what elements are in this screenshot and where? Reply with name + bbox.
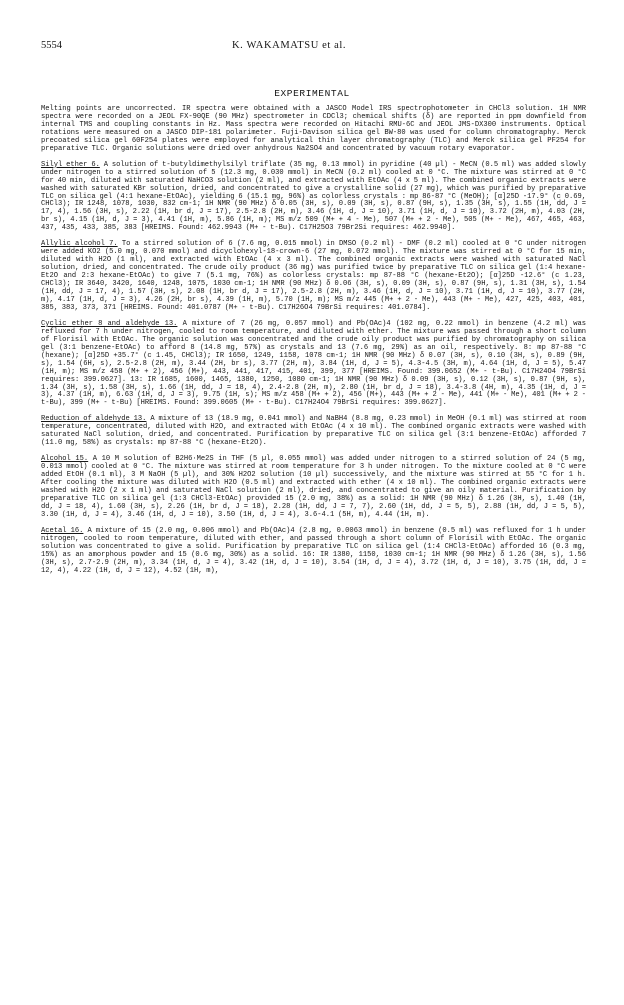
paragraph-silyl-ether [41, 162, 586, 234]
paragraph-text: A mixture of 7 (26 mg, 0.057 mmol) and Pb(OAc)4 (102 mg, 0.22 mmol) in benzene (4.2 ml) was refluxed for 7 h under nitrogen, cooled to room temperature, and diluted with ether. The mixture was passed through a short column of Florisil with EtOAc. The organic solution was concentrated and the crude oily product was purified by chromatography on silica gel (3:1 benzene-EtOAc) to afford 8 (14.8 mg, 57%) as crystals and 13 (7.6 mg, 29%) as an oil, respectively. 8: mp 87-88 °C (hexane); [α]25D +35.7° (c 1.45, CHCl3); IR 1650, 1249, 1158, 1078 cm-1; 1H NMR (90 MHz) δ 0.07 (3H, s), 0.10 (3H, s), 0.89 (9H, s), 1.54 (6H, s), 2.5-2.8 (2H, m), 3.44 (2H, br s), 3.77 (2H, m), 3.84 (1H, d, J = 5), 4.3-4.5 (3H, m), 4.64 (1H, d, J = 5), 5.47 (1H, m); MS m/z 458 (M+ + 2), 456 (M+), 443, 441, 417, 415, 401, 399, 377 [HREIMS. Found: 399.0652 (M+ - t-Bu). C17H24O4 79BrSi requires: 399.0627]. 13: IR 1685, 1600, 1465, 1380, 1250, 1080 cm-1; 1H NMR (90 MHz) δ 0.09 (3H, s), 0.12 (3H, s), 0.87 (9H, s), 1.34 (3H, s), 1.58 (3H, s), 1.66 (1H, dd, J = 18, 4), 2.4-2.8 (2H, m), 2.80 (1H, br d, J = 18), 3.4-3.8 (4H, m), 4.35 (1H, d, J = 3), 4.37 (1H, m), 6.63 (1H, d, J = 3), 9.75 (1H, s); MS m/z 458 (M+ + 2), 456 (M+), 443 (M+ + 2 - Me), 441 (M+ - Me), 401 (M+ + 2 - t-Bu), 399 (M+ - t-Bu) [HREIMS. Found: 399.0605 (M+ - t-Bu). C17H24O4 79BrSi requires: 399.0627]. [41, 319, 586, 408]
paragraph-heading: Allylic alcohol 7. [41, 240, 118, 249]
paragraph-cyclic-ether [41, 321, 586, 408]
paragraph-text: A 10 M solution of B2H6·Me2S in THF (5 µl, 0.055 mmol) was added under nitrogen to a stirred solution of 24 (5 mg, 0.013 mmol) cooled at 0 °C. The mixture was stirred at room temperature for 3 h under nitrogen. To the mixture cooled at 0 °C were added EtOH (0.1 ml), 3 M NaOH (5 µl), and 30% H2O2 solution (10 µl) successively, and the mixture was stirred at 55 °C for 1 h. After cooling the mixture was diluted with H2O (0.5 ml) and extracted with ether (4 x 10 ml). The combined organic extracts were washed with H2O (2 x 1 ml) and saturated NaCl solution (2 ml), dried, and concentrated to give an oily material. Purification by preparative TLC on silica gel (1:3 CHCl3-EtOAc) provided 15 (2.0 mg, 38%) as a solid: 1H NMR (90 MHz) δ 1.26 (3H, s), 1.40 (1H, dd, J = 18, 4), 1.60 (3H, s), 2.26 (1H, br d, J = 18), 2.28 (1H, dd, J = 7, 7), 2.60 (1H, dd, J = 5, 5), 2.88 (1H, dd, J = 5, 5), 3.30 (1H, d, J = 4), 3.46 (1H, d, J = 10), 3.50 (1H, d, J = 4), 3.6-4.1 (5H, m), 4.44 (1H, m). [41, 455, 586, 519]
paragraph-heading: Cyclic ether 8 and aldehyde 13. [41, 319, 178, 328]
paragraph-reduction [41, 416, 586, 448]
paragraph-heading: Acetal 16. [41, 526, 84, 535]
paragraph-heading: Reduction of aldehyde 13. [41, 415, 147, 424]
paragraph-text: A solution of t-butyldimethylsilyl triflate (35 mg, 0.13 mmol) in pyridine (40 µl) - MeCN (0.5 ml) was added slowly under nitrogen to a stirred solution of 5 (12.3 mg, 0.030 mmol) in MeCN (0.2 ml) cooled at 0 °C. The mixture was stirred at 0 °C for 40 min, diluted with saturated NaHCO3 solution (2 ml), and extracted with EtOAc (4 x 5 ml). The combined organic extracts were washed with saturated KBr solution, dried, and concentrated to give a crystalline solid (27 mg), which was purified by preparative TLC on silica gel (4:1 hexane-EtOAc), yielding 6 (15.1 mg, 96%) as colorless crystals : mp 86-87 °C (MeOH); [α]25D -17.9° (c 0.69, CHCl3); IR 1248, 1078, 1030, 832 cm-1; 1H NMR (90 MHz) δ 0.05 (3H, s), 0.09 (3H, s), 0.87 (9H, s), 1.35 (3H, s), 1.55 (1H, dd, J = 17, 4), 1.56 (3H, s), 2.22 (1H, br d, J = 17), 2.5-2.8 (2H, m), 3.46 (1H, d, J = 10), 3.71 (1H, d, J = 10), 3.72 (2H, m), 4.03 (2H, br s), 4.15 (1H, d, J = 3), 4.41 (1H, m), 5.86 (1H, m); MS m/z 509 (M+ + 4 - Me), 507 (M+ + 2 - Me), 505 (M+ - Me), 467, 465, 463, 437, 435, 433, 385, 383 [HREIMS. Found: 462.9943 (M+ - t-Bu). C17H25O3 79Br2Si requires: 462.9940]. [41, 160, 586, 233]
paragraph-text: A mixture of 15 (2.0 mg, 0.006 mmol) and Pb(OAc)4 (2.8 mg, 0.0063 mmol) in benzene (0.5 ml) was refluxed for 1 h under nitrogen, cooled to room temperature, diluted with ether, and passed through a short column of Florisil with EtOAc. The organic solution was concentrated to give a solid. Purification by preparative TLC on silica gel (1:4 CHCl3-EtOAc) afforded 16 (0.3 mg, 15%) as an amorphous powder and 15 (0.6 mg, 30%) as a solid. 16: IR 1380, 1150, 1030 cm-1; 1H NMR (90 MHz) δ 1.26 (3H, s), 1.56 (3H, s), 2.7-2.9 (2H, m), 3.34 (1H, d, J = 4), 3.42 (1H, d, J = 10), 3.54 (1H, d, J = 4), 3.72 (1H, d, J = 10), 3.75 (1H, dd, J = 12, 4), 4.22 (1H, d, J = 12), 4.52 (1H, m), [41, 526, 586, 575]
paragraph-alcohol [41, 456, 586, 520]
paragraph-text: To a stirred solution of 6 (7.6 mg, 0.015 mmol) in DMSO (0.2 ml) - DMF (0.2 ml) cooled at 0 °C under nitrogen were added KO2 (5.0 mg, 0.070 mmol) and dicyclohexyl-18-crown-6 (27 mg, 0.072 mmol). The mixture was stirred at 0 °C for 15 min, diluted with H2O (1 ml), and extracted with EtOAc (4 x 3 ml). The combined organic extracts were washed with saturated NaCl solution, dried, and concentrated. The crude oily product (36 mg) was purified twice by preparative TLC on silica gel (1:4 hexane-Et2O and 2:3 hexane-EtOAc) to give 7 (5.1 mg, 76%) as colorless crystals: mp 87-88 °C (hexane-Et2O); [α]25D -12.6° (c 1.23, CHCl3); IR 3640, 3420, 1640, 1248, 1075, 1030 cm-1; 1H NMR (90 MHz) δ 0.06 (3H, s), 0.09 (3H, s), 0.87 (9H, s), 1.31 (3H, s), 1.54 (1H, dd, J = 17, 4), 1.57 (3H, s), 2.08 (1H, br d, J = 17), 2.5-2.8 (2H, m), 3.46 (1H, d, J = 10), 3.71 (1H, d, J = 10), 3.77 (2H, m), 4.17 (1H, d, J = 3), 4.26 (2H, br s), 4.39 (1H, m), 5.70 (1H, m); MS m/z 445 (M+ + 2 - Me), 443 (M+ - Me), 427, 425, 403, 401, 385, 383, 373, 371 [HREIMS. Found: 401.0787 (M+ - t-Bu). C17H26O4 79BrSi requires: 401.0784]. [41, 240, 587, 312]
section-title: EXPERIMENTAL [274, 88, 350, 99]
article-body [41, 106, 586, 576]
paragraph-acetal [41, 528, 586, 576]
page-number: 5554 [41, 40, 62, 51]
paragraph-text: A mixture of 13 (18.9 mg, 0.041 mmol) and NaBH4 (8.8 mg, 0.23 mmol) in MeOH (0.1 ml) was stirred at room temperature, concentrated, diluted with H2O, and extracted with EtOAc (4 x 10 ml). The combined organic extracts were washed with saturated NaCl solution, dried, and concentrated. Purification by preparative TLC on silica gel (3:1 benzene-EtOAc) afforded 7 (11.0 mg, 58%) as crystals: mp 87-88 °C (hexane-Et2O). [41, 415, 586, 448]
paragraph-heading: Alcohol 15. [41, 455, 89, 464]
paragraph-heading: Silyl ether 6. [41, 160, 100, 169]
paragraph-allylic-alcohol [41, 241, 586, 313]
paragraph-general-methods [41, 106, 586, 154]
paragraph-text: Melting points are uncorrected. IR spectra were obtained with a JASCO Model IRS spectrophotometer in CHCl3 solution. 1H NMR spectra were recorded on a JEOL FX-90QE (90 MHz) spectrometer in CDCl3; chemical shifts (δ) are reported in ppm downfield from internal TMS and coupling constants in Hz. Mass spectra were recorded on Hitachi RMU-6C and JEOL JMS-DX300 instruments. Optical rotations were measured on a JASCO DIP-181 polarimeter. Fuji-Davison silica gel BW-80 was used for column chromatography. Merck precoated silica gel 60F254 plates were employed for analytical thin layer chromatography (TLC) and Merck silica gel PF254 for preparative TLC. Organic solutions were dried over anhydrous Na2SO4 and concentrated by vacuum rotary evaporator. [41, 105, 586, 153]
running-header-authors: K. WAKAMATSU et al. [232, 40, 347, 51]
